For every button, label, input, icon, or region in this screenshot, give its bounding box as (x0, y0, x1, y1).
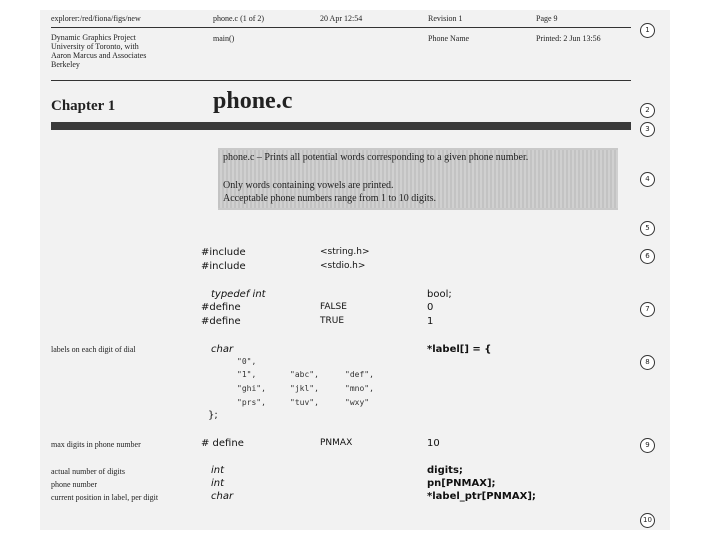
callout-marker: 5 (640, 221, 655, 236)
label-string: "tuv", (290, 398, 319, 407)
labels-note: labels on each digit of dial (51, 345, 136, 354)
header-rule-bottom (51, 80, 631, 81)
chapter-heading: Chapter 1 (51, 98, 116, 114)
typedef-name: bool; (427, 289, 452, 300)
var-note: phone number (51, 480, 97, 489)
define-keyword: #define (201, 316, 241, 327)
label-string: "wxy" (345, 398, 370, 407)
define-keyword: # define (201, 438, 244, 449)
callout-marker: 3 (640, 122, 655, 137)
callout-marker: 8 (640, 355, 655, 370)
title-bar (51, 122, 631, 130)
label-string: "abc", (290, 370, 319, 379)
define-value: 1 (427, 316, 434, 327)
include-file: <stdio.h> (320, 261, 366, 271)
label-string: "1", (237, 370, 257, 379)
header-phone-name: Phone Name (428, 34, 470, 43)
author-line-1: Dynamic Graphics Project (51, 33, 136, 42)
labels-type: char (211, 344, 234, 355)
define-value: 10 (427, 438, 440, 449)
header-date: 20 Apr 12:54 (320, 14, 363, 23)
callout-marker: 7 (640, 302, 655, 317)
callout-marker: 4 (640, 172, 655, 187)
define-value: 0 (427, 302, 434, 313)
labels-close: }; (208, 410, 218, 421)
label-string: "ghi", (237, 384, 266, 393)
header-page: Page 9 (536, 14, 558, 23)
define-name: PNMAX (320, 438, 353, 448)
author-line-4: Berkeley (51, 60, 80, 69)
var-type: int (211, 478, 225, 489)
label-string: "0", (237, 357, 257, 366)
callout-marker: 9 (640, 438, 655, 453)
define-name: FALSE (320, 302, 347, 312)
var-name: *label_ptr[PNMAX]; (427, 491, 536, 502)
include-file: <string.h> (320, 247, 370, 257)
callout-marker: 2 (640, 103, 655, 118)
var-note: actual number of digits (51, 467, 125, 476)
label-string: "jkl", (290, 384, 319, 393)
label-string: "prs", (237, 398, 266, 407)
var-name: pn[PNMAX]; (427, 478, 496, 489)
file-title: phone.c (213, 88, 293, 114)
var-type: char (211, 491, 234, 502)
labels-declaration: *label[] = { (427, 344, 492, 355)
label-string: "def", (345, 370, 374, 379)
header-rule-top (51, 27, 631, 28)
typedef-keyword: typedef int (211, 289, 266, 300)
include-keyword: #include (201, 261, 246, 272)
define-name: TRUE (320, 316, 345, 326)
label-string: "mno", (345, 384, 374, 393)
author-line-2: University of Toronto, with (51, 42, 139, 51)
summary-line-1: phone.c – Prints all potential words corresponding to a given phone number. (223, 152, 529, 163)
callout-marker: 1 (640, 23, 655, 38)
header-path: explorer:/red/fiona/figs/new (51, 14, 141, 23)
include-keyword: #include (201, 247, 246, 258)
summary-line-3: Acceptable phone numbers range from 1 to 10 digits. (223, 193, 436, 204)
callout-marker: 10 (640, 513, 655, 528)
var-note: current position in label, per digit (51, 493, 159, 502)
author-line-3: Aaron Marcus and Associates (51, 51, 147, 60)
header-revision: Revision 1 (428, 14, 463, 23)
header-printed: Printed: 2 Jun 13:56 (536, 34, 601, 43)
max-note: max digits in phone number (51, 440, 141, 449)
define-keyword: #define (201, 302, 241, 313)
summary-line-2: Only words containing vowels are printed. (223, 180, 394, 191)
header-file: phone.c (1 of 2) (213, 14, 265, 23)
var-type: int (211, 465, 225, 476)
var-name: digits; (427, 465, 463, 476)
callout-marker: 6 (640, 249, 655, 264)
header-function: main() (213, 34, 235, 43)
